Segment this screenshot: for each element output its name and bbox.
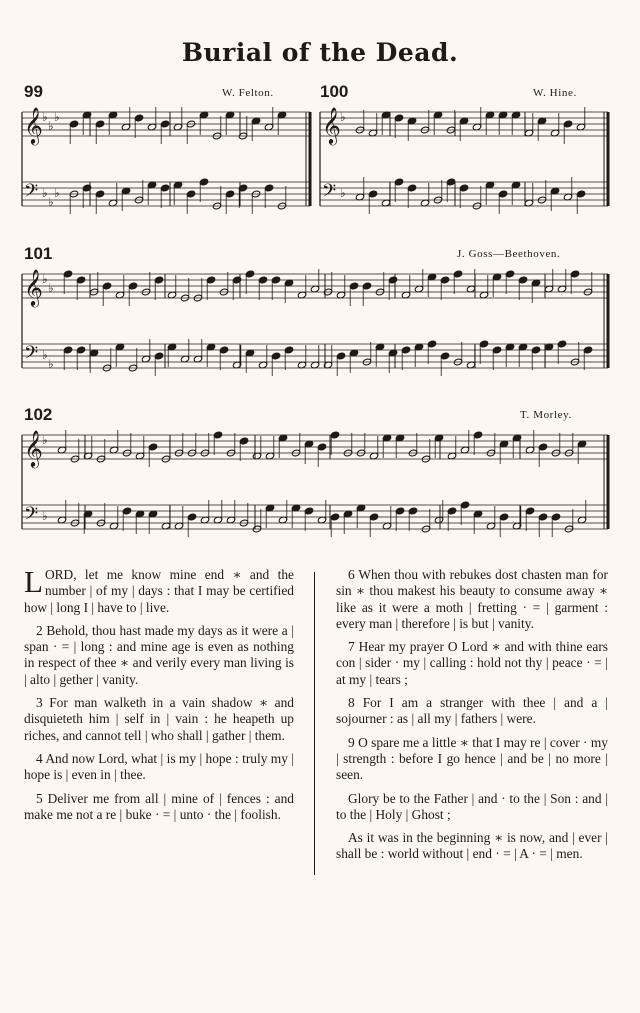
drop-cap: L xyxy=(24,564,43,599)
flat-sign-icon: ♭ xyxy=(340,110,346,124)
flat-sign-icon: ♭ xyxy=(54,186,60,200)
note-head xyxy=(63,270,72,278)
note-head xyxy=(76,346,85,354)
hymn-composer-99: W. Felton. xyxy=(222,87,274,99)
note-head xyxy=(447,507,456,515)
note-head xyxy=(427,340,436,348)
note-head xyxy=(538,443,547,451)
note-head xyxy=(401,346,410,354)
note-head xyxy=(154,276,163,284)
flat-sign-icon: ♭ xyxy=(42,509,48,523)
flat-sign-icon: ♭ xyxy=(42,433,48,447)
note-head xyxy=(317,443,326,451)
note-head xyxy=(213,431,222,439)
score-hymn-101 xyxy=(0,262,640,387)
note-head xyxy=(271,276,280,284)
flat-sign-icon: ♭ xyxy=(42,110,48,124)
note-head xyxy=(160,184,169,192)
psalm-verse-4: 4 And now Lord, what | is my | hope : truly my | hope is | even in | thee. xyxy=(24,750,294,783)
note-head xyxy=(122,507,131,515)
flat-sign-icon: ♭ xyxy=(340,186,346,200)
hymn-number-102: 102 xyxy=(24,405,53,424)
note-head xyxy=(498,190,507,198)
hymn-composer-102: T. Morley. xyxy=(520,409,572,421)
flat-sign-icon: ♭ xyxy=(42,272,48,286)
psalm-verse-5: 5 Deliver me from all | mine of | fences : and make me not a re | buke · = | unto · the | foolish. xyxy=(24,790,294,822)
note-head xyxy=(336,352,345,360)
bass-clef-icon: 𝄢 xyxy=(322,181,337,206)
note-head xyxy=(440,352,449,360)
flat-sign-icon: ♭ xyxy=(42,186,48,200)
note-head xyxy=(134,114,143,122)
gloria-line-2: As it was in the beginning ∗ is now, and | ever | shall be : world without | end · = | A · = | men. xyxy=(336,830,608,862)
note-head xyxy=(492,346,501,354)
hymn-number-100: 100 xyxy=(320,82,349,101)
score-hymn-102 xyxy=(0,423,640,548)
note-head xyxy=(583,346,592,354)
bass-clef-icon: 𝄢 xyxy=(24,181,39,206)
note-head xyxy=(349,282,358,290)
note-head xyxy=(570,270,579,278)
bass-clef-icon: 𝄢 xyxy=(24,504,39,529)
note-head xyxy=(245,270,254,278)
treble-clef-icon: 𝄞 xyxy=(24,268,43,306)
note-head xyxy=(551,513,560,521)
psalm-column-left xyxy=(24,564,294,830)
hymn-number-101: 101 xyxy=(24,244,53,263)
note-head xyxy=(154,352,163,360)
note-head xyxy=(368,190,377,198)
psalm-column-right xyxy=(336,567,608,870)
note-head xyxy=(459,184,468,192)
note-head xyxy=(128,282,137,290)
note-head xyxy=(408,507,417,515)
note-head xyxy=(394,114,403,122)
note-head xyxy=(284,346,293,354)
hymn-number-99: 99 xyxy=(24,82,43,101)
treble-clef-icon: 𝄞 xyxy=(24,106,43,144)
note-head xyxy=(388,276,397,284)
note-head xyxy=(446,178,455,186)
note-head xyxy=(225,190,234,198)
note-head xyxy=(330,513,339,521)
note-head xyxy=(499,513,508,521)
column-divider xyxy=(314,572,315,875)
gloria-line-1: Glory be to the Father | and · to the | Son : and | to the | Holy | Ghost ; xyxy=(336,790,608,822)
note-head xyxy=(102,282,111,290)
flat-sign-icon: ♭ xyxy=(48,195,54,209)
bass-clef-icon: 𝄢 xyxy=(24,343,39,368)
flat-sign-icon: ♭ xyxy=(48,281,54,295)
note-head xyxy=(63,346,72,354)
flat-sign-icon: ♭ xyxy=(54,110,60,124)
note-head xyxy=(160,120,169,128)
note-head xyxy=(206,276,215,284)
note-head xyxy=(440,276,449,284)
note-head xyxy=(460,501,469,509)
flat-sign-icon: ♭ xyxy=(48,119,54,133)
note-head xyxy=(531,346,540,354)
note-head xyxy=(576,190,585,198)
note-head xyxy=(95,190,104,198)
note-head xyxy=(271,352,280,360)
note-head xyxy=(199,178,208,186)
psalm-verse-6: 6 When thou with rebukes dost chasten man for sin ∗ thou makest his beauty to consume away ∗ like as it were a moth | fretting · = | garment : every man | therefore | is but | vanity. xyxy=(336,567,608,631)
psalm-verse-2: 2 Behold, thou hast made my days as it were a | span · = | long : and mine age is even as nothing in respect of thee ∗ and verily every man living is | alto | gether | vanity. xyxy=(24,622,294,687)
treble-clef-icon: 𝄞 xyxy=(322,106,341,144)
psalm-verse-9: 9 O spare me a little ∗ that I may re | cover · my | strength : before I go hence | and be | no more | seen. xyxy=(336,734,608,783)
psalm-verse-7: 7 Hear my prayer O Lord ∗ and with thine ears con | sider · my | calling : hold not thy | peace · = | at my | tears ; xyxy=(336,639,608,687)
hymn-composer-100: W. Hine. xyxy=(533,87,577,99)
note-head xyxy=(258,276,267,284)
note-head xyxy=(330,431,339,439)
note-head xyxy=(479,340,488,348)
note-head xyxy=(407,184,416,192)
psalm-verse-3: 3 For man walketh in a vain shadow ∗ and disquieteth him | self in | vain : he heapeth up riches, and cannot tell | who shall | gather | them. xyxy=(24,695,294,743)
note-head xyxy=(563,120,572,128)
note-head xyxy=(362,282,371,290)
psalm-verse-1: LORD, let me know mine end ∗ and the number | of my | days : that I may be certified how | long I | have to | live. xyxy=(24,564,294,615)
score-hymns-99-100 xyxy=(0,100,640,225)
treble-clef-icon: 𝄞 xyxy=(24,429,43,467)
note-head xyxy=(187,513,196,521)
page-title: Burial of the Dead. xyxy=(181,38,459,67)
note-head xyxy=(538,513,547,521)
note-head xyxy=(394,178,403,186)
note-head xyxy=(395,507,404,515)
note-head xyxy=(239,437,248,445)
note-head xyxy=(453,270,462,278)
psalm-verse-8: 8 For I am a stranger with thee | and a | sojourner : as | all my | fathers | were. xyxy=(336,695,608,727)
note-head xyxy=(473,431,482,439)
note-head xyxy=(186,190,195,198)
note-head xyxy=(525,507,534,515)
note-head xyxy=(304,507,313,515)
note-head xyxy=(264,184,273,192)
flat-sign-icon: ♭ xyxy=(42,348,48,362)
note-head xyxy=(148,443,157,451)
note-head xyxy=(518,276,527,284)
note-head xyxy=(369,513,378,521)
note-head xyxy=(505,270,514,278)
flat-sign-icon: ♭ xyxy=(48,357,54,371)
hymn-composer-101: J. Goss—Beethoven. xyxy=(457,248,561,260)
note-head xyxy=(219,346,228,354)
note-head xyxy=(95,120,104,128)
note-head xyxy=(76,276,85,284)
note-head xyxy=(69,120,78,128)
note-head xyxy=(557,340,566,348)
